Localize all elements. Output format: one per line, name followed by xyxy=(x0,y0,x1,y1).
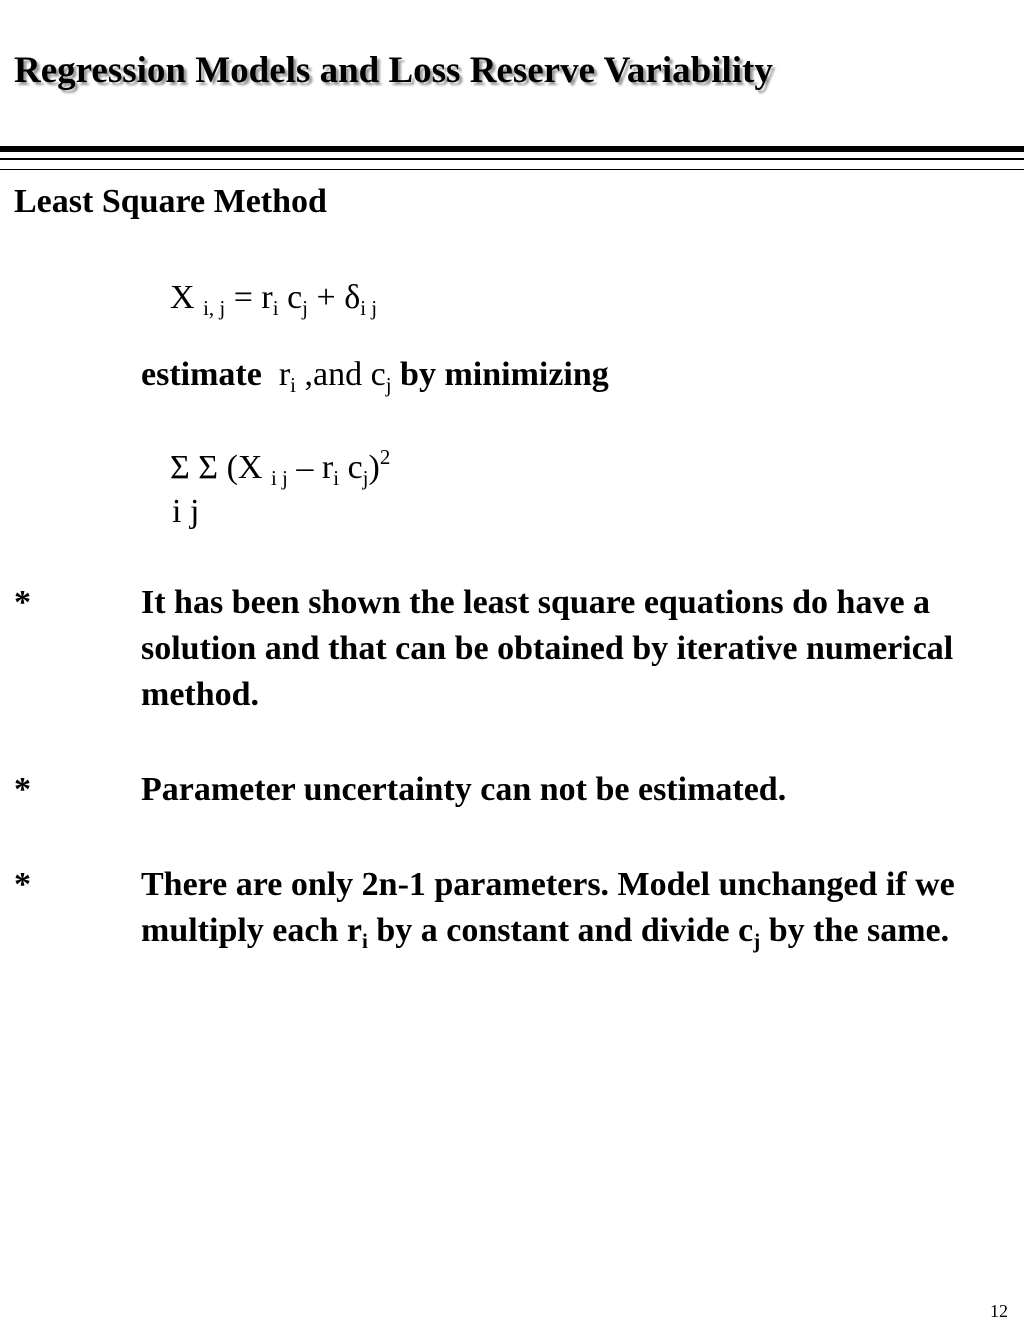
estimate-word: estimate xyxy=(141,356,262,393)
objective-indices: i j xyxy=(172,493,200,530)
eq2-c-sub: j xyxy=(362,466,369,490)
b3-sub2: j xyxy=(753,929,761,953)
estimate-r-sub: i xyxy=(290,373,296,397)
eq2-r-sub: i xyxy=(333,466,340,490)
bullet-text-1: It has been shown the least square equations do have a solution and that can be obtained by iterative numerical method. xyxy=(141,584,954,713)
estimate-c-sub: j xyxy=(385,373,392,397)
eq2-sums: Σ Σ (X xyxy=(170,449,263,486)
slide-title: Regression Models and Loss Reserve Variability xyxy=(14,50,773,91)
bullet-text-3 xyxy=(141,862,1011,954)
b3-sub1: i xyxy=(361,929,368,953)
eq1-lhs: X xyxy=(170,279,195,316)
page-number: 12 xyxy=(990,1301,1008,1321)
eq1-plus-delta: + δ xyxy=(308,279,361,316)
objective-equation xyxy=(170,445,391,490)
estimate-by-minimizing: by minimizing xyxy=(391,356,609,393)
eq1-r-sub: i xyxy=(272,296,279,320)
eq2-close: ) xyxy=(368,449,380,486)
estimate-line xyxy=(141,355,609,395)
eq1-c-sub: j xyxy=(302,296,309,320)
b3-part2: by a constant and divide c xyxy=(367,912,754,949)
eq1-equals-r: = r xyxy=(225,279,273,316)
title-divider-thin xyxy=(0,158,1024,160)
eq1-lhs-sub: i, j xyxy=(203,296,226,320)
bullet-marker-3: * xyxy=(14,866,31,903)
eq2-c: c xyxy=(339,449,363,486)
eq1-c: c xyxy=(278,279,303,316)
eq2-exponent: 2 xyxy=(379,445,391,469)
model-equation xyxy=(170,278,377,318)
title-divider-hair xyxy=(0,169,1024,170)
eq1-delta-sub: i j xyxy=(360,296,378,320)
bullet-text-2: Parameter uncertainty can not be estimated. xyxy=(141,771,787,808)
estimate-and-c: ,and c xyxy=(296,356,386,393)
bullet-marker-2: * xyxy=(14,771,31,808)
b3-part3: by the same. xyxy=(760,912,950,949)
title-divider-thick xyxy=(0,146,1024,152)
bullet-marker-1: * xyxy=(14,584,31,621)
eq2-x-sub: i j xyxy=(270,466,288,490)
estimate-r: r xyxy=(278,356,291,393)
section-heading: Least Square Method xyxy=(14,183,327,220)
b3-part1: There are only 2n-1 parameters. Model unchanged if we multiply each r xyxy=(141,866,955,949)
eq2-minus-r: – r xyxy=(287,449,334,486)
